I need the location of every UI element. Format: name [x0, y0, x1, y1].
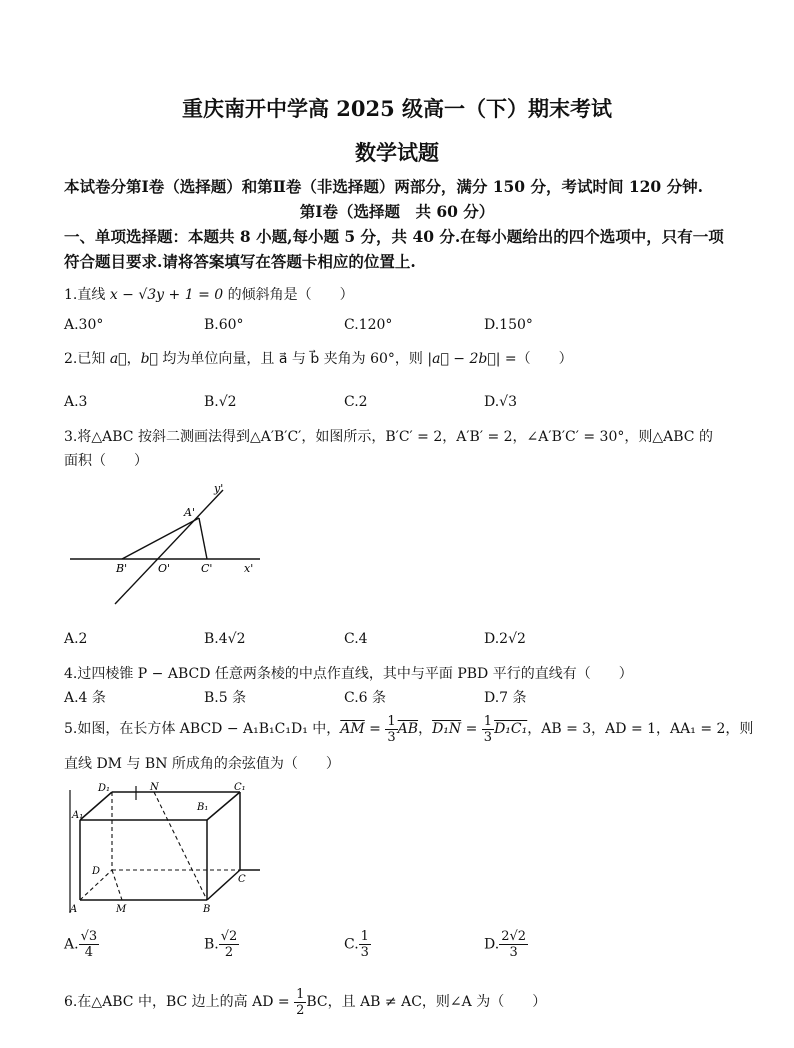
q1-option-c[interactable]: C.120° [344, 317, 393, 333]
q5-segment-dm [112, 870, 122, 900]
q1-stem [64, 284, 354, 304]
q4-option-b[interactable]: B.5 条 [204, 690, 247, 706]
q5-label-d: D [92, 866, 101, 877]
q5-label-n: N [150, 782, 159, 793]
q2-text-end: =（ ） [500, 351, 573, 367]
exam-title: 重庆南开中学高 2025 级高一（下）期末考试 [181, 96, 613, 121]
q3-segment-ac [199, 518, 207, 559]
q5-label-m: M [116, 904, 127, 913]
q3-label-y: y' [214, 482, 224, 495]
q5-option-c-num: 1 [360, 929, 369, 944]
q3-label-o: O' [158, 562, 171, 575]
q2-option-b[interactable]: B.√2 [204, 394, 237, 410]
q5-label-b: B [203, 904, 211, 913]
q6-text: 6.在△ABC 中，BC 边上的高 AD = [64, 994, 295, 1010]
q5-edge-bc [207, 870, 240, 900]
q5-fraction-1-den: 3 [387, 729, 396, 745]
q6-fraction-num: 1 [296, 986, 305, 1002]
q6-stem [64, 985, 546, 1019]
q5-vector-d1n: D₁N [432, 721, 462, 737]
q5-eq1: = [364, 721, 386, 737]
q5-option-c-prefix: C. [344, 936, 359, 953]
q5-text: 5.如图，在长方体 ABCD − A₁B₁C₁D₁ 中， [64, 721, 341, 737]
q5-vector-am: $\overline{AM}$ [340, 721, 365, 737]
q1-option-b[interactable]: B.60° [204, 317, 244, 333]
q5-option-d-den: 3 [509, 945, 518, 960]
q5-option-c-fraction [359, 930, 371, 959]
q5-option-d-num: 2√2 [501, 929, 527, 944]
q5-option-b-num: √2 [220, 929, 238, 944]
q3-label-c: C' [201, 562, 213, 575]
q3-y-axis [115, 490, 223, 604]
q2-option-c[interactable]: C.2 [344, 394, 368, 410]
q2-formula: |a⃗ − 2b⃗| [427, 351, 501, 367]
q5-edge-a1d1 [80, 792, 112, 820]
q3-option-b[interactable]: B.4√2 [204, 631, 246, 647]
q5-edge-b1c1 [207, 792, 240, 820]
q1-option-a[interactable]: A.30° [64, 317, 104, 333]
q3-label-a: A' [184, 506, 195, 519]
q4-option-d[interactable]: D.7 条 [484, 690, 527, 706]
q4-option-c[interactable]: C.6 条 [344, 690, 387, 706]
q2-comma: ， [126, 351, 141, 367]
q2-text: 2.已知 [64, 351, 110, 367]
exam-subject: 数学试题 [355, 140, 439, 165]
q5-option-d[interactable] [484, 930, 528, 959]
q2-vector-a: a⃗ [109, 351, 127, 367]
q5-comma: ， [418, 721, 433, 737]
q3-label-x: x' [244, 562, 254, 575]
q1-formula: x − √3y + 1 = 0 [109, 287, 224, 303]
q5-fraction-2-den: 3 [483, 729, 493, 745]
q6-fraction [294, 988, 306, 1017]
part1-instructions-line2: 符合题目要求.请将答案填写在答题卡相应的位置上. [64, 252, 416, 271]
q2-option-a[interactable]: A.3 [64, 394, 88, 410]
q6-text-end: BC，且 AB ≠ AC，则∠A 为（ ） [306, 994, 547, 1010]
q1-option-d[interactable]: D.150° [484, 317, 533, 333]
q5-label-c: C [238, 874, 246, 885]
q5-option-a-prefix: A. [64, 936, 79, 953]
q4-stem: 4.过四棱锥 P − ABCD 任意两条棱的中点作直线，其中与平面 PBD 平行的直线有（ ） [64, 666, 633, 682]
q5-option-d-prefix: D. [484, 936, 500, 953]
part1-instructions-line1: 一、单项选择题：本题共 8 小题,每小题 5 分，共 40 分.在每小题给出的四个选项中，只有一项 [64, 227, 724, 246]
q5-option-b[interactable] [204, 930, 239, 959]
q5-cuboid-figure [60, 778, 270, 913]
q3-option-d[interactable]: D.2√2 [484, 631, 526, 647]
q3-label-b: B' [116, 562, 128, 575]
q2-text-mid: 均为单位向量，且 a⃗ 与 b⃗ 夹角为 60°，则 [157, 351, 428, 367]
q5-option-c[interactable] [344, 930, 371, 959]
q5-label-c1: C₁ [234, 782, 246, 793]
q5-fraction-2-num: 1 [483, 713, 493, 729]
q5-option-b-den: 2 [224, 945, 234, 960]
q3-stem-line2: 面积（ ） [64, 453, 148, 469]
q5-stem-line2: 直线 DM 与 BN 所成角的余弦值为（ ） [64, 756, 340, 772]
q3-stem-line1: 3.将△ABC 按斜二测画法得到△A′B′C′，如图所示，B′C′ = 2，A′B′ = 2，∠A′B′C′ = 30°，则△ABC 的 [64, 429, 713, 445]
q5-option-c-den: 3 [360, 945, 369, 960]
q5-vector-d1c1: D₁C₁ [494, 721, 528, 737]
q3-option-a[interactable]: A.2 [64, 631, 88, 647]
q5-vector-ab: $\overline{AB}$ [397, 721, 419, 737]
q5-option-a-fraction [79, 930, 100, 959]
q5-stem-line1 [64, 712, 753, 746]
q5-label-b1: B₁ [197, 802, 209, 813]
q5-fraction-2 [482, 715, 494, 744]
q5-eq2: = [461, 721, 482, 737]
q3-segment-ab [122, 518, 199, 559]
q5-option-b-fraction [219, 930, 240, 959]
section-heading: 第Ⅰ卷（选择题 共 60 分） [299, 202, 495, 221]
q5-text-end: ，AB = 3，AD = 1，AA₁ = 2，则 [527, 721, 754, 737]
exam-intro: 本试卷分第Ⅰ卷（选择题）和第Ⅱ卷（非选择题）两部分，满分 150 分，考试时间 120 分钟. [64, 177, 704, 196]
q5-fraction-1-num: 1 [387, 713, 396, 729]
q5-option-a-num: √3 [80, 929, 98, 944]
q5-option-a-den: 4 [84, 945, 93, 960]
q5-fraction-1 [385, 715, 397, 744]
q5-label-a: A [70, 904, 78, 913]
q2-option-d[interactable]: D.√3 [484, 394, 518, 410]
q2-stem [64, 348, 573, 368]
q5-option-d-fraction [499, 930, 528, 959]
q6-fraction-den: 2 [296, 1002, 305, 1018]
q5-option-a[interactable] [64, 930, 99, 959]
q5-option-b-prefix: B. [204, 936, 219, 953]
q1-text: 1.直线 [64, 287, 110, 303]
q5-label-d1: D₁ [98, 783, 111, 794]
q5-label-a1: A₁ [72, 810, 84, 821]
q3-oblique-figure [60, 478, 280, 613]
q1-text-end: 的倾斜角是（ ） [223, 287, 354, 303]
q3-option-c[interactable]: C.4 [344, 631, 368, 647]
q4-option-a[interactable]: A.4 条 [64, 690, 106, 706]
q2-vector-b: b⃗ [140, 351, 158, 367]
